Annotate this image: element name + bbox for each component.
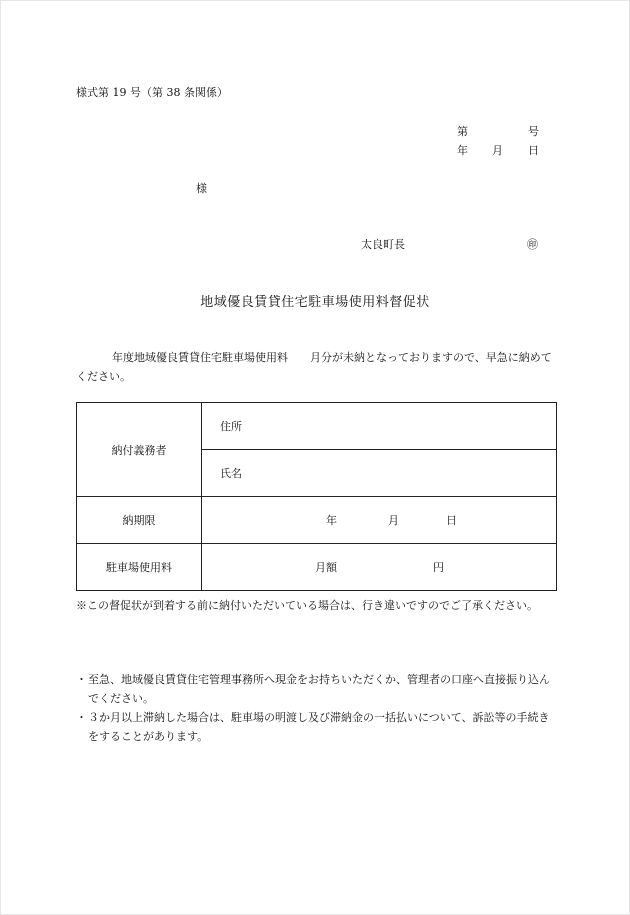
instruction-list bbox=[76, 670, 560, 746]
bullet-mark: ・ bbox=[76, 673, 87, 686]
body-text-part1: 年度地域優良賃貸住宅駐車場使用料 bbox=[112, 351, 288, 364]
bullet-mark: ・ bbox=[76, 711, 87, 724]
payment-info-table bbox=[76, 402, 557, 591]
name-cell bbox=[202, 450, 557, 497]
doc-no-suffix: 号 bbox=[528, 125, 539, 138]
issuer-name: 太良町長 bbox=[361, 238, 405, 251]
notice-text: ※この督促状が到着する前に納付いただいている場合は、行き違いですのでご了承ください。 bbox=[76, 599, 538, 612]
instruction-item bbox=[76, 708, 560, 746]
deadline-cell bbox=[202, 497, 557, 544]
date-month: 月 bbox=[492, 144, 503, 157]
body-text-part2: 月分が未納となっておりますので、早急に納めてください。 bbox=[76, 351, 552, 383]
name-label: 氏名 bbox=[220, 467, 242, 480]
fee-cell bbox=[202, 544, 557, 591]
date-year: 年 bbox=[457, 144, 468, 157]
deadline-year: 年 bbox=[326, 514, 337, 527]
form-number: 様式第 19 号（第 38 条関係） bbox=[76, 86, 228, 99]
deadline-label: 納期限 bbox=[77, 497, 202, 544]
deadline-day: 日 bbox=[446, 514, 457, 527]
payer-label: 納付義務者 bbox=[77, 403, 202, 497]
body-text bbox=[76, 348, 554, 386]
date-day: 日 bbox=[528, 144, 539, 157]
document-title: 地域優良賃貸住宅駐車場使用料督促状 bbox=[200, 295, 430, 310]
deadline-month: 月 bbox=[388, 514, 399, 527]
fee-monthly-label: 月額 bbox=[315, 561, 337, 574]
instruction-item bbox=[76, 670, 560, 708]
fee-label: 駐車場使用料 bbox=[77, 544, 202, 591]
seal-mark: ㊞ bbox=[527, 238, 538, 251]
address-label: 住所 bbox=[220, 420, 242, 433]
address-cell bbox=[202, 403, 557, 450]
instruction-text: 至急、地域優良賃貸住宅管理事務所へ現金をお持ちいただくか、管理者の口座へ直接振り込んでください。 bbox=[88, 673, 550, 705]
recipient-suffix: 様 bbox=[196, 182, 207, 195]
instruction-text: ３か月以上滞納した場合は、駐車場の明渡し及び滞納金の一括払いについて、訴訟等の手続きをすることがあります。 bbox=[88, 711, 550, 743]
fee-yen-label: 円 bbox=[433, 561, 444, 574]
doc-no-prefix: 第 bbox=[457, 125, 468, 138]
